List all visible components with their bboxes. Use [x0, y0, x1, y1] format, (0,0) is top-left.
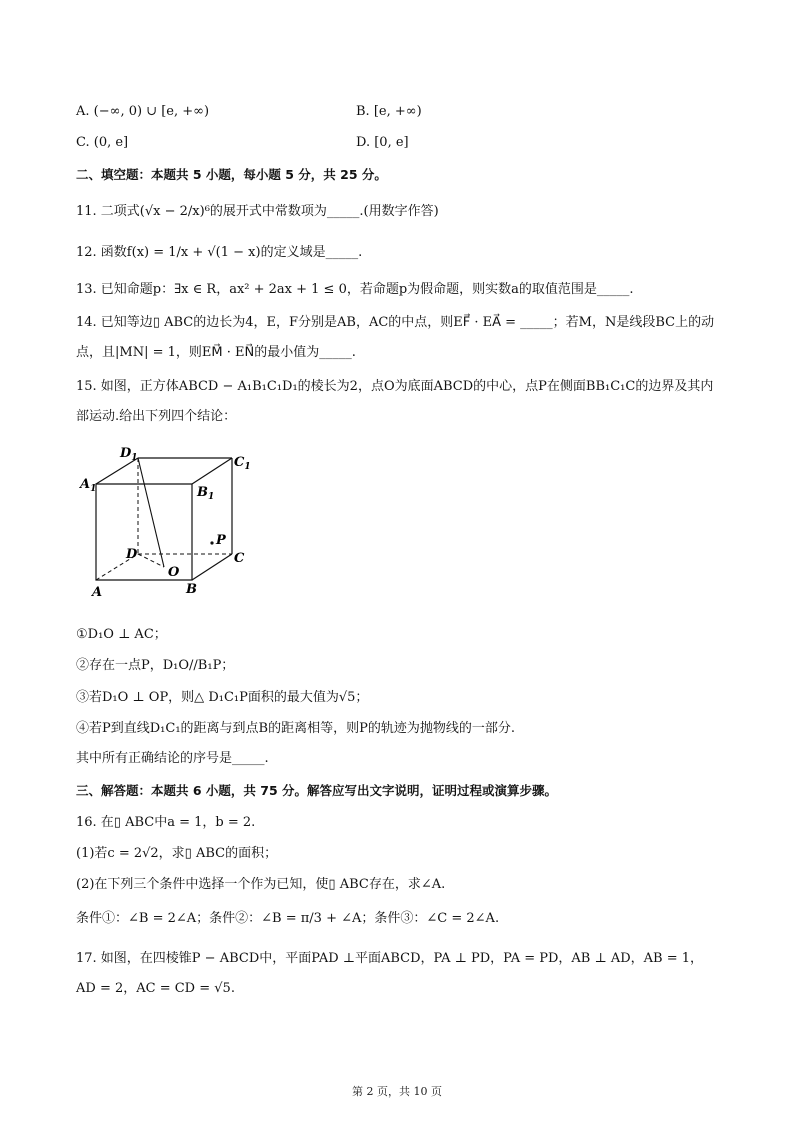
choice-d: D. [0, e]	[356, 135, 409, 150]
question-15-line-1: 15. 如图，正方体ABCD − A₁B₁C₁D₁的棱长为2，点O为底面ABCD的中心，点P在侧面BB₁C₁C的边界及其内	[76, 379, 714, 394]
choice-c: C. (0, e]	[76, 135, 129, 150]
question-16-part-1: (1)若c = 2√2，求▯ ABC的面积；	[76, 846, 278, 861]
question-16-part-2: (2)在下列三个条件中选择一个作为已知，使▯ ABC存在，求∠A.	[76, 877, 446, 892]
label-b1: $B_1$	[197, 485, 215, 502]
section-fill-in-title: 二、填空题：本题共 5 小题，每小题 5 分，共 25 分。	[76, 167, 387, 182]
choice-a: A. (−∞, 0) ∪ [e, +∞)	[76, 104, 210, 119]
segment-d1o	[138, 458, 164, 567]
conclusion-3: ③若D₁O ⊥ OP，则△ D₁C₁P面积的最大值为√5；	[76, 690, 369, 705]
label-o: O	[168, 565, 180, 580]
label-p: P	[216, 533, 226, 548]
question-11: 11. 二项式(√x − 2/x)⁶的展开式中常数项为_____.(用数字作答)	[76, 204, 439, 219]
label-d: D	[126, 547, 138, 562]
question-12: 12. 函数f(x) = 1/x + √(1 − x)的定义域是_____.	[76, 245, 363, 260]
label-a: A	[92, 585, 103, 600]
question-17-line-1: 17. 如图，在四棱锥P − ABCD中，平面PAD ⊥平面ABCD，PA ⊥ PD，PA = PD，AB ⊥ AD，AB = 1，	[76, 951, 704, 966]
question-14-line-1: 14. 已知等边▯ ABC的边长为4，E，F分别是AB，AC的中点，则EF⃗ · EA⃗ = _____；若M，N是线段BC上的动	[76, 315, 715, 330]
question-16-line-1: 16. 在▯ ABC中a = 1，b = 2.	[76, 815, 256, 830]
conclusion-4: ④若P到直线D₁C₁的距离与到点B的距离相等，则P的轨迹为抛物线的一部分.	[76, 721, 515, 736]
question-16-conditions: 条件①：∠B = 2∠A；条件②：∠B = π/3 + ∠A；条件③：∠C = 2∠A.	[76, 911, 500, 926]
question-15-answer-prompt: 其中所有正确结论的序号是_____.	[76, 751, 269, 766]
conclusion-2: ②存在一点P，D₁O//B₁P；	[76, 658, 235, 673]
label-b: B	[186, 582, 197, 597]
cube-figure	[76, 440, 256, 605]
question-15-line-2: 部运动.给出下列四个结论：	[76, 409, 237, 424]
label-a1: $A_1$	[80, 477, 97, 494]
label-c1: $C_1$	[234, 455, 251, 472]
point-p	[210, 541, 213, 544]
choice-b: B. [e, +∞)	[356, 104, 422, 119]
label-c: C	[234, 551, 245, 566]
page-footer: 第 2 页，共 10 页	[352, 1085, 442, 1098]
section-solve-title: 三、解答题：本题共 6 小题，共 75 分。解答应写出文字说明，证明过程或演算步骤。	[76, 783, 558, 798]
question-14-line-2: 点，且|MN| = 1，则EM⃗ · EN⃗的最小值为_____.	[76, 345, 356, 360]
conclusion-1: ①D₁O ⊥ AC；	[76, 627, 167, 642]
label-d1: $D_1$	[120, 446, 138, 463]
question-17-line-2: AD = 2，AC = CD = √5.	[76, 981, 235, 996]
question-13: 13. 已知命题p：∃x ∈ R，ax² + 2ax + 1 ≤ 0，若命题p为假命题，则实数a的取值范围是_____.	[76, 282, 634, 297]
